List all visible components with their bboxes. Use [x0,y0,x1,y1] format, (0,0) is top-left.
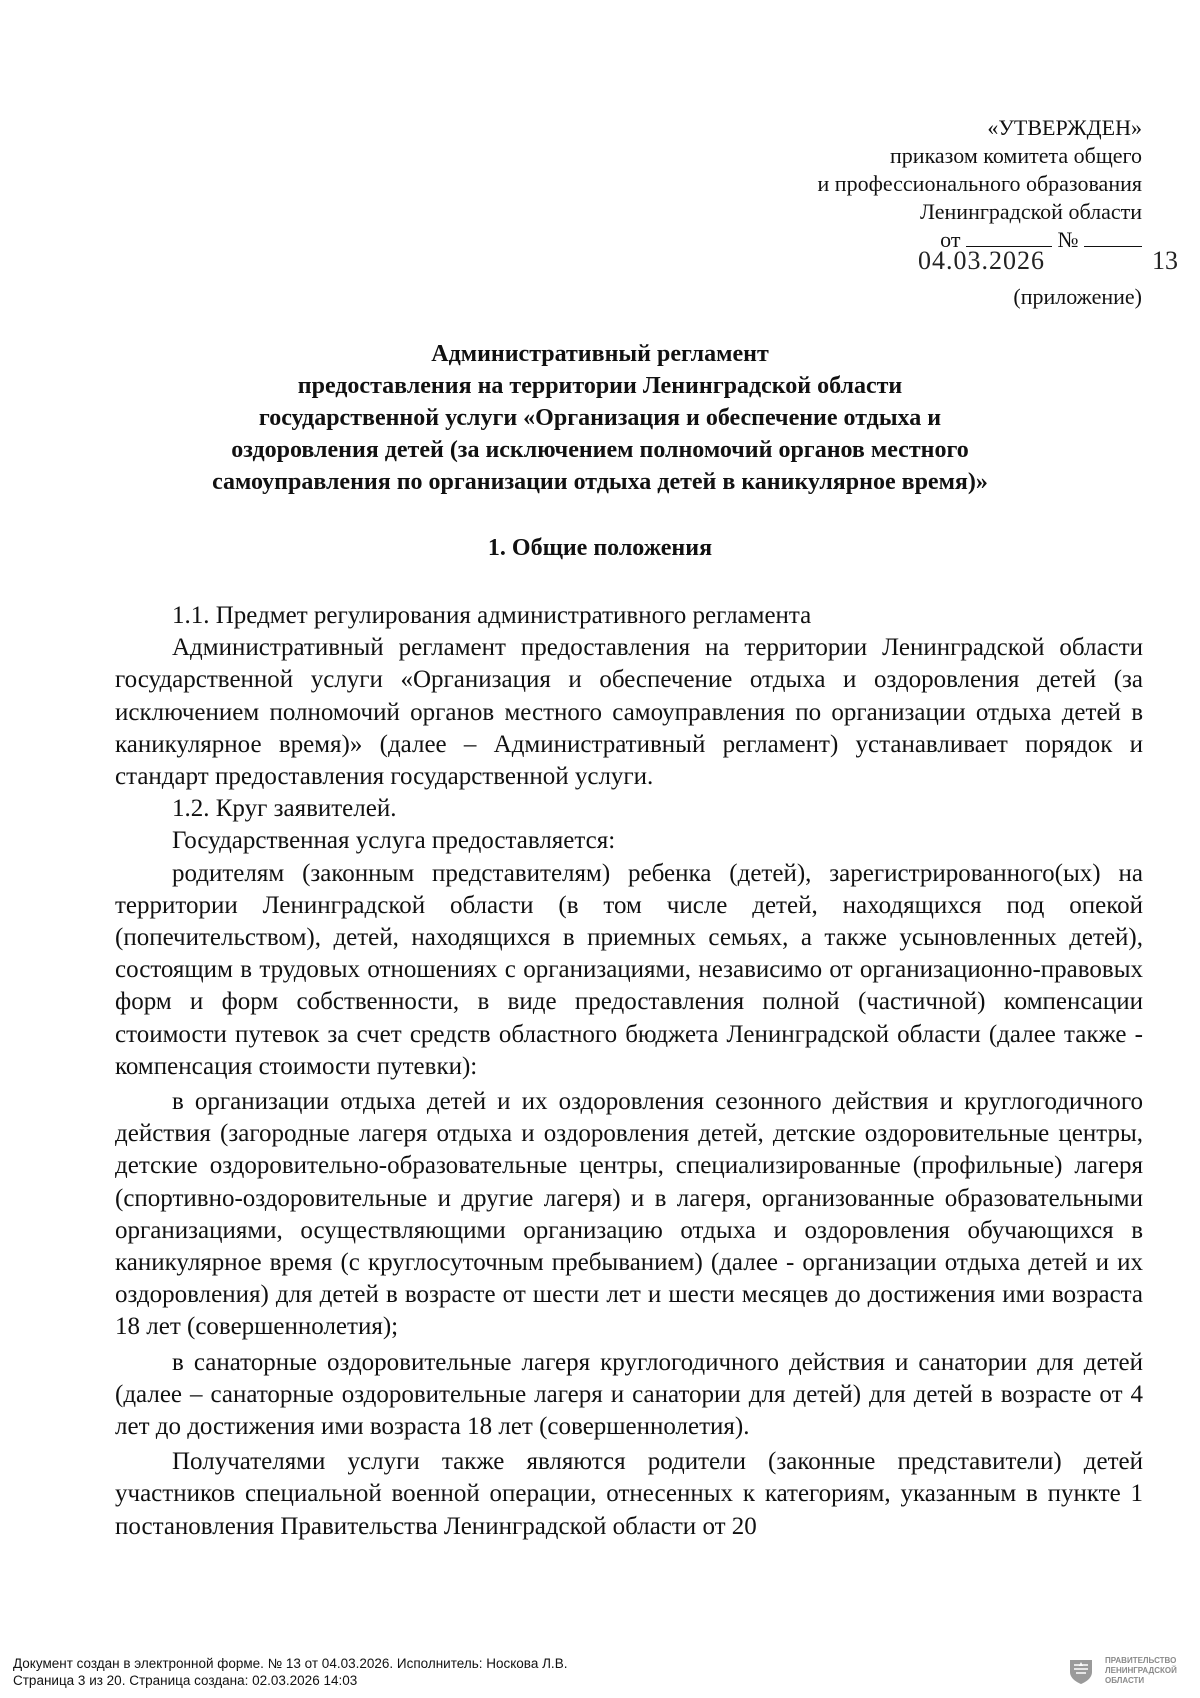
registration-date: 04.03.2026 [918,246,1045,275]
approval-line-3: Ленинградской области [920,199,1142,224]
logo-text [1105,1656,1177,1686]
logo-text-line-2: ЛЕНИНГРАДСКОЙ [1105,1666,1177,1675]
document-title [100,338,1100,498]
title-line-4: оздоровления детей (за исключением полномочий органов местного [231,437,969,463]
government-logo [1067,1655,1191,1689]
approval-line-1: приказом комитета общего [890,143,1142,168]
footer-line-1: Документ создан в электронной форме. № 13 от 04.03.2026. Исполнитель: Носкова Л.В. [13,1656,568,1671]
number-blank [1084,228,1142,247]
title-line-5: самоуправления по организации отдыха детей в каникулярное время)» [212,469,988,495]
from-label: от [940,227,961,252]
logo-text-line-3: ОБЛАСТИ [1105,1676,1145,1685]
approval-line-2: и профессионального образования [817,171,1142,196]
title-line-2: предоставления на территории Ленинградской области [297,373,903,399]
paragraph: Административный регламент предоставления на территории Ленинградской области государственной услуги «Организация и обеспечение отдыха и оздоровления детей (за исключением полномочий органов местного самоуправления по организации отдыха детей в каникулярное время)» (далее – Административный регламент) устанавливает порядок и стандарт предоставления государственной услуги. [115,634,1143,791]
paragraph: 1.1. Предмет регулирования административного регламента [172,602,812,629]
number-label: № [1057,227,1079,252]
section-title: 1. Общие положения [487,535,713,561]
paragraph: Государственная услуга предоставляется: [172,827,616,855]
registration-number: 13 [1152,246,1178,275]
paragraph: Получателями услуги также являются родители (законные представители) детей участников специальной военной операции, отнесенных к категориям, указанным в пункте 1 постановления Правительства Ленинградской области от 20 [115,1448,1143,1540]
paragraph: 1.2. Круг заявителей. [172,795,397,823]
emblem-icon [1067,1657,1095,1685]
approval-stamp: «УТВЕРЖДЕН» [987,115,1142,140]
approval-block [722,114,1142,254]
document-body [115,600,1143,1543]
footer-line-2: Страница 3 из 20. Страница создана: 02.03.2026 14:03 [13,1673,358,1688]
date-blank [966,228,1052,247]
paragraph: в организации отдыха детей и их оздоровления сезонного действия и круглогодичного действия (загородные лагеря отдыха и оздоровления детей, детские оздоровительные центры, детские оздоровительно-образовательные центры, специализированные (профильные) лагеря (спортивно-оздоровительные и другие лагеря) и в лагеря, организованные образовательными организациями, осуществляющими организацию отдыха и оздоровления обучающихся в каникулярное время (с круглосуточным пребыванием) (далее - организации отдыха детей и их оздоровления) для детей в возрасте от шести лет и шести месяцев до достижения ими возраста 18 лет (совершеннолетия); [115,1088,1143,1341]
title-line-3: государственной услуги «Организация и обеспечение отдыха и [258,405,942,431]
logo-text-line-1: ПРАВИТЕЛЬСТВО [1105,1656,1177,1665]
paragraph: родителям (законным представителям) ребенка (детей), зарегистрированного(ых) на территории Ленинградской области (в том числе детей, находящихся под опекой (попечительством), детей, находящихся в приемных семьях, а также усыновленных детей), состоящим в трудовых отношениях с организациями, независимо от организационно-правовых форм и форм собственности, в виде предоставления полной (частичной) компенсации стоимости путевок за счет средств областного бюджета Ленинградской области (далее также - компенсация стоимости путевки): [115,859,1143,1080]
paragraph: в санаторные оздоровительные лагеря круглогодичного действия и санатории для детей (далее – санаторные оздоровительные лагеря и санатории для детей) для детей в возрасте от 4 лет до достижения ими возраста 18 лет (совершеннолетия). [115,1348,1143,1441]
title-line-1: Административный регламент [431,341,769,367]
document-footer [13,1655,567,1689]
approval-note: (приложение) [1013,284,1142,309]
